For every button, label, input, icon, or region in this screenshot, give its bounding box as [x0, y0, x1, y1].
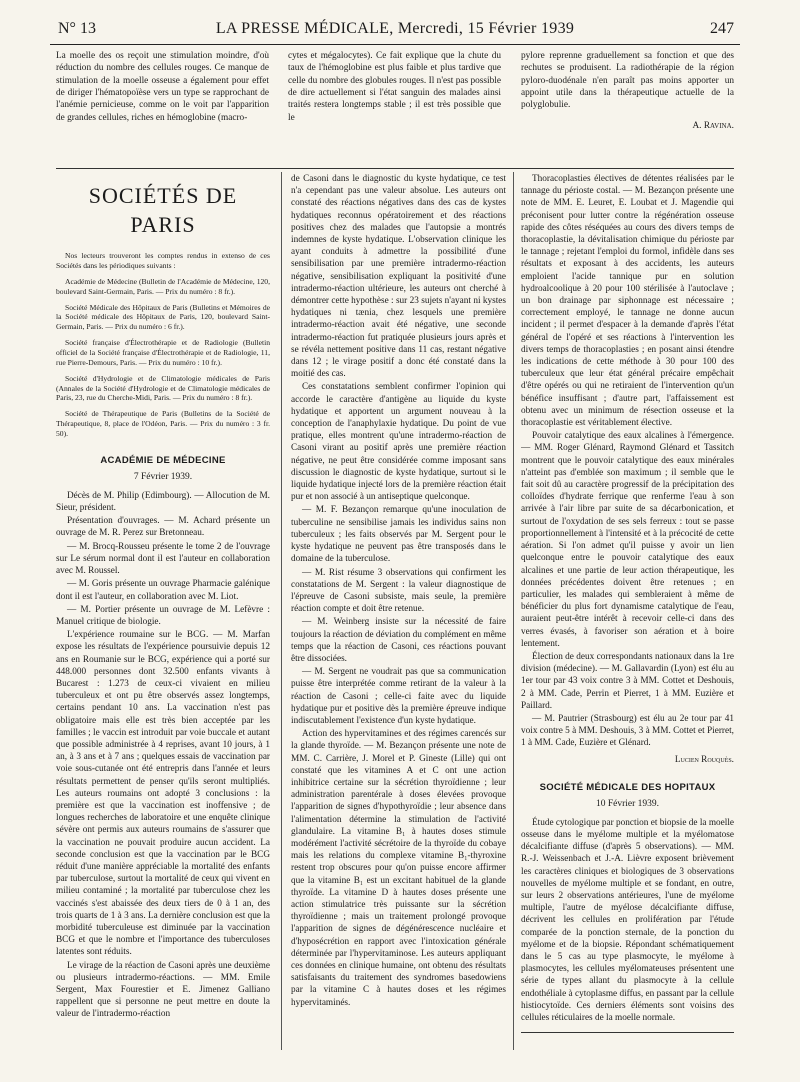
- column-rule-1: [281, 172, 282, 1050]
- section-divider: [56, 168, 734, 169]
- paragraph-bcg: L'expérience roumaine sur le BCG. — M. Marfan expose les résultats de l'expérience poursuivie depuis 12 ans en Roumanie sur le BCG, expérience qui a porté sur 448.000 personnes dont 32.500 enfants vivants à Bucarest : 1.273 de ceux-ci vivaient en milieu tuberculeux et ont pu être observés assez longtemps, certains pendant 10 ans. La vaccination n'est pas obligatoire mais elle est très bien acceptée par les familles ; le vaccin est introduit par voie buccale et autant que possible administrée à 4 reprises, avant 10 jours, à 1 an, à 3 ans et à 7 ans ; quelques essais de vaccination par voie sous-cutanée ont été entrepris dans l'année et leurs résultats permettent de penser qu'ils seront multipliés. Les auteurs roumains ont adopté 3 conclusions : la première est que la vaccination est inoffensive ; de longues recherches de laboratoire et une enquête clinique sévère ont permis aux auteurs roumains de s'assurer que la vaccination ne pouvait produire aucun accident. La seconde conclusion est que la vaccination par le BCG réduit d'une manière appréciable la mortalité des enfants par tuberculose, surtout la mortalité de ceux qui vivent en milieu contaminé ; la mortalité par tuberculose chez les vaccinés s'est abaissée des deux tiers de 0 à 1 an, des trois quarts de 1 à 3 ans. La dernière conclusion est que la morbidité tuberculeuse est diminuée par la vaccination BCG et que le nombre et l'importance des tuberculoses latentes sont réduits.: [56, 630, 270, 958]
- issue-number: N° 13: [58, 20, 96, 37]
- hopitaux-date: 10 Février 1939.: [595, 799, 660, 810]
- paragraph-brocq: — M. Brocq-Rousseu présente le tome 2 de l'ouvrage sur Le sérum normal dont il est l'auteur en collaboration avec M. Roussel.: [56, 541, 270, 577]
- paragraph-sergent: — M. Sergent ne voudrait pas que sa communication puisse être interprétée comme retirant de la valeur à la réaction de Casoni ; celle-ci faite avec du liquide hydatique pur et positive dès la première épreuve indique indiscutablement l'existence d'un kyste hydatique.: [291, 667, 506, 726]
- paragraph-portier: — M. Portier présente un ouvrage de M. Lefèvre : Manuel critique de biologie.: [56, 604, 270, 627]
- paragraph-thoracoplasties: Thoracoplasties électives de détentes réalisées par le tannage du périoste costal. — M. Bezançon présente une note de MM. E. Leuret, E. Loubat et J. Magendie qui préconisent pour lutter contre la régénération osseuse rapide des côtes réséquées au cours des divers temps de thoracoplastie, la dévitalisation chimique du périoste par le tannage ; rejetant l'emploi du formol, infidèle dans ses résultats et exposant à des accidents, les auteurs emploient l'acide tannique pur en solution hydroalcoolique à 20 pour 100 stérilisée à l'autoclave ; un bon drainage par siphonnage est nécessaire ; correctement employé, le tannage ne donne aucun incident ; il permet d'espacer à la demande d'après l'état général de l'opéré et ses réactions à l'intervention les divers temps de thoracoplasties ; en posant ainsi étendre les indications de cette méthode à 30 pour 100 des tuberculeux que leur état général précaire empêchait d'être opérés ou qui ne retiraient de l'intervention qu'un bénéfice insuffisant ; d'autre part, l'affaissement est obtenu avec un minimum de résection osseuse et la thoracoplastie est véritablement élective.: [521, 174, 734, 429]
- paragraph-goris: — M. Goris présente un ouvrage Pharmacie galénique dont il est l'auteur, en collaboration avec M. Liot.: [56, 579, 270, 602]
- column-2: [291, 173, 506, 1063]
- paragraph-casoni: Le virage de la réaction de Casoni après une deuxième ou plusieurs intradermo-réactions. — MM. Emile Sergent, Max Fourestier et E. Jimenez Galliano rappellent que si personne ne peut mettre en doute la valeur de l'intradermo-réaction: [56, 960, 270, 1020]
- paragraph-eaux-alcalines: Pouvoir catalytique des eaux alcalines à l'émergence. — MM. Roger Glénard, Raymond Glénard et Tassitch montrent que le pouvoir catalytique des eaux minérales n'atteint pas d'emblée son maximum ; il semble que le fait soit dû au caractère progressif de la précipitation des colloïdes d'hydrate ferrique que renferme l'eau à son arrivée à l'air libre par suite de sa décarbonication, et surtout de l'oxydation de ses sels ferreux : tout se passe proportionnellement à l'intensité et à la précocité de cette aération. Si l'on admet qu'il puisse y avoir un lien quelconque entre le pouvoir catalytique des eaux alcalines et une partie de leur action thérapeutique, les données précédentes doivent être retenues ; en particulier, les malades qui sembleraient à même de bénéficier du plus fort dynamisme catalytique de l'eau, auraient peut-être intérêt à recevoir celle-ci dans des verres évasés, à favoriser son aération et à boire lentement.: [521, 431, 734, 649]
- continued-col-2: [288, 50, 501, 124]
- paragraph-deces: Décès de M. Philip (Edimbourg). — Allocution de M. Sieur, président.: [56, 490, 270, 514]
- continued-col-1: [56, 50, 269, 124]
- section-title: SOCIÉTÉS DE PARIS: [88, 183, 238, 238]
- page-number: 247: [710, 20, 734, 37]
- report-author: Lucien Rouquès.: [674, 754, 734, 765]
- column-rule-2: [513, 172, 514, 1050]
- paragraph-vitamines: Action des hypervitamines et des régimes carencés sur la glande thyroïde. — M. Bezançon présente une note de MM. C. Carrière, J. Morel et P. Gineste (Lille) qui ont constaté que les vitamines A et C ont une action inhibitrice certaine sur la sécrétion thyroïdienne ; leur administration parentérale à doses élevées provoque l'apparition de signes d'hypothyroïdie ; leur absence dans l'alimentation détermine la stimulation de l'activité glandulaire. La vitamine B₁ à hautes doses stimule modérément l'activité sécrétoire de la thyroïde du cobaye mais les relations du complexe vitamine B₁-thyroxine restent trop obscures pour qu'on puisse encore affirmer que la vitamine B₁ est un excitant habituel de la glande thyroïde. La vitamine D à hautes doses présente une action stimulatrice très puissante sur la sécrétion thyroïdienne ; mais un traitement prolongé provoque l'apparition de signes de dégénérescence nucléaire et d'hyposécrétion en rapport avec l'intoxication générale déterminée par l'hypervitaminose. Les auteurs appliquant ces données en clinique humaine, ont obtenu des résultats satisfaisants du traitement des syndromes basedowiens par la vitamine C à hautes doses et les régimes hypervitaminés.: [291, 729, 506, 1008]
- notice-item: Société de Thérapeutique de Paris (Bulletins de la Société de Thérapeutique, 8, place de l'Odéon, Paris. — Prix du numéro : 3 fr. 50).: [56, 409, 270, 438]
- continued-text-2: cytes et mégalocytes). Ce fait explique que la chute du taux de l'hémoglobine est plus faible et plus tardive que celle du nombre des globules rouges. Il n'est pas possible de dire actuellement si l'état sanguin des malades ainsi traités restera longtemps stable ; il est très possible que le: [288, 51, 501, 123]
- academy-heading: ACADÉMIE DE MÉDECINE: [100, 454, 226, 466]
- notice-intro: Nos lecteurs trouveront les comptes rendus in extenso de ces Sociétés dans les périodiques suivants :: [56, 251, 270, 270]
- column-3: [521, 173, 734, 1063]
- page-header: [50, 20, 740, 45]
- notice-item: Société d'Hydrologie et de Climatologie médicales de Paris (Annales de la Société d'Hydrologie et de Climatologie médicales de Paris, 23, rue du Cherche-Midi, Paris. — Prix du numéro : 8 fr.).: [56, 373, 270, 403]
- journal-title: LA PRESSE MÉDICALE, Mercredi, 15 Février 1939: [215, 20, 575, 37]
- paragraph-pautrier: — M. Pautrier (Strasbourg) est élu au 2e tour par 41 voix contre 5 à MM. Deshouis, 3 à MM. Cottet et Pierret, 1 à MM. Cade, Euzière et Glénard.: [521, 713, 734, 749]
- article-signature: A. Ravina.: [692, 120, 734, 131]
- paragraph-presentation: Présentation d'ouvrages. — M. Achard présente un ouvrage de M. R. Perez sur Bretonneau.: [56, 516, 270, 539]
- hopitaux-heading: SOCIÉTÉ MÉDICALE DES HOPITAUX: [539, 781, 716, 793]
- notice-item: Société Médicale des Hôpitaux de Paris (Bulletins et Mémoires de la Société médicale des Hôpitaux de Paris, 120, boulevard Saint-Germain, Paris. — Prix du numéro : 6 fr.).: [56, 302, 270, 332]
- academy-date: 7 Février 1939.: [133, 472, 193, 483]
- continued-col-3: [521, 50, 734, 132]
- paragraph-constatations: Ces constatations semblent confirmer l'opinion qui accorde le caractère d'antigène au liquide du kyste hydatique et apportent un argument nouveau à la conception de l'anaphylaxie hydatique. Du point de vue pratique, elles montrent qu'une intradermo-réaction de Casoni virant au positif après une première réaction négative, ne peut être considérée comme imposant sans discussion le diagnostic de kyste hydatique, surtout si le liquide hydatique injecté lors de la première réaction était pur et non associé à un antiseptique quelconque.: [291, 382, 506, 503]
- end-rule: [521, 1032, 734, 1033]
- paragraph-myelome: Étude cytologique par ponction et biopsie de la moelle osseuse dans le myélome multiple et la myélomatose décalcifiante diffuse (d'après 5 observations). — MM. R.-J. Weissenbach et J.-A. Lièvre exposent brièvement les caractères cliniques et biologiques de 3 observations nouvelles de myélome multiple et se fondant, en outre, sur leurs 2 observations antérieures, l'une de myélome multiple, l'autre de myélose décalcifiante diffuse, décrivent les cellules en prolifération par l'étude comparée de la ponction sternale, de la ponction du myélome et de la biopsie. Répondant schématiquement dans le 5 cas au type plasmocyte, le myélome à plasmocytes, les cellules myélomateuses présentent une série de types allant du plasmocyte à la cellule endothéliale à cytoplasme diffus, en passant par la cellule histiocytoïde. Ces derniers éléments sont voisins des cellules réticulaires de la moelle normale.: [521, 817, 734, 1024]
- paragraph-bezancon: — M. F. Bezançon remarque qu'une inoculation de tuberculine ne sensibilise jamais les individus sains non tuberculeux ; les faits observés par M. Sergent pour le kyste hydatique ne peuvent pas être transposés dans le domaine de la tuberculose.: [291, 505, 506, 565]
- notice-item: Académie de Médecine (Bulletin de l'Académie de Médecine, 120, boulevard Saint-Germain, Paris. — Prix du numéro : 8 fr.).: [56, 276, 270, 296]
- periodicals-notice: [56, 251, 270, 439]
- paragraph-weinberg: — M. Weinberg insiste sur la nécessité de faire toujours la réaction de déviation du complément en même temps que la réaction de Casoni, ces réactions pouvant être dissociées.: [291, 617, 506, 664]
- continued-article: [56, 50, 734, 182]
- paragraph-casoni-cont: de Casoni dans le diagnostic du kyste hydatique, ce test n'a cependant pas une valeur absolue. Les auteurs ont constaté des réactions négatives dans des cas de kystes hydatiques reconnus opératoirement et des réactions positives chez des malades que l'autopsie a montrés indemnes de kyste hydatique. L'observation clinique les ayant conduits à admettre la possibilité d'une sensibilisation par une première intradermo-réaction négative, sensibilisation expliquant la positivité d'une intradermo-réaction ultérieure, les auteurs ont cherché à démontrer cette hypothèse : sur 23 sujets n'ayant ni kystes hydatiques ni tænia, chez lesquels une première intradermo-réaction avait été négative, une seconde intradermo-réaction fut pratiquée plusieurs jours après et se révéla nettement positive dans 11 cas, restant négative dans 12 ; le virage positif a donc été constaté dans la moitié des cas.: [291, 174, 506, 380]
- continued-text-1: La moelle des os reçoit une stimulation moindre, d'où réduction du nombre des cellules rouges. Ce manque de stimulation de la moelle osseuse a également pour effet de diriger l'hématopoïèse vers un type se rapprochant de l'anémie pernicieuse, comme on le voit par l'apparition de grandes cellules, riches en hémoglobine (macro-: [56, 51, 269, 123]
- paragraph-rist: — M. Rist résume 3 observations qui confirment les constatations de M. Sergent : la valeur diagnostique de l'épreuve de Casoni subsiste, mais seule, la première réaction compte et doit être retenue.: [291, 567, 506, 615]
- paragraph-election: Élection de deux correspondants nationaux dans la 1re division (médecine). — M. Gallavardin (Lyon) est élu au 1er tour par 43 voix contre 3 à MM. Cottet et Deshouis, 2 à MM. Cade, Perrin et Pierret, 1 à MM. Euzière et Paillard.: [521, 651, 734, 711]
- continued-text-3: pylore reprenne graduellement sa fonction et que des rechutes se produisent. La radiothérapie de la région pyloro-duodénale n'en paraît pas moins apporter un appoint utile dans la thérapeutique actuelle de la polyglobulie.: [521, 51, 734, 111]
- notice-item: Société française d'Électrothérapie et de Radiologie (Bulletin officiel de la Société française d'Électrothérapie et de Radiologie, 11, rue Pierre-Demours, Paris. — Prix du numéro : 10 fr.).: [56, 338, 270, 367]
- column-1: [56, 173, 270, 1063]
